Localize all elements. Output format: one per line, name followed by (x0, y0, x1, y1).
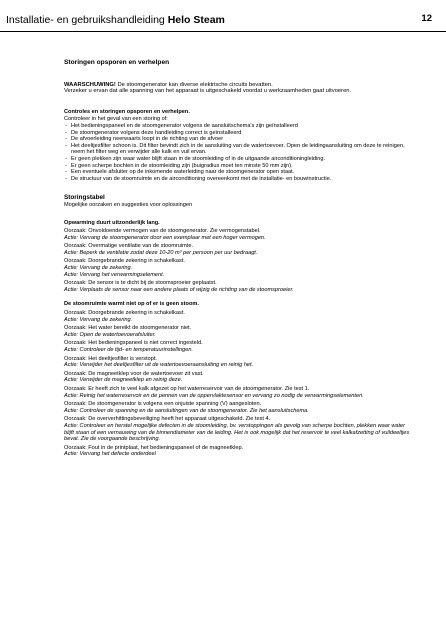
cause: Oorzaak: De oververhittingsbeveiliging heeft het apparaat uitgeschakeld. Zie test 4. (64, 416, 271, 423)
cause: Oorzaak: Het bedieningspaneel is niet correct ingesteld. (64, 340, 203, 347)
action: Actie: Vervang het defecte onderdeel (64, 451, 156, 458)
section-title: Storingen opsporen en verhelpen (64, 59, 170, 66)
header-rule (0, 31, 446, 32)
action: Actie: Open de watertoevoerafsluiter. (64, 331, 156, 338)
title-prefix: Installatie- en gebruikshandleiding (6, 14, 168, 26)
cause: Oorzaak: Doorgebrande zekering in schakelkast. (64, 310, 185, 317)
cause: Oorzaak: De sensor is te dicht bij de stoomsproeier geplaatst. (64, 280, 217, 287)
action: Actie: Controleer en herstel mogelijke defecten in de stoomleiding, bv. verstoppingen als gevolg van scherpe bochten, plekken waar water blijft staan of een vernauwing van de binnendiameter van de leiding. Het is ook mogelijk dat het reservoir te veel kalkafzetting of vuildeeltjes bevat. Zie de voorgaande beschrijving. (64, 422, 410, 443)
warning-text-2: Verzeker u ervan dat alle spanning van het apparaat is uitgeschakeld voordat u werkzaamheden gaat uitvoeren. (64, 88, 352, 95)
cause-action (64, 325, 416, 338)
action: Actie: Verplaats de sensor naar een andere plaats of wijzig de richting van de stoomsproeier. (64, 286, 294, 293)
problem-heading: Opwarming duurt uitzonderlijk lang. (64, 219, 160, 226)
cause: Oorzaak: De magneetklep voor de watertoevoer zit vast. (64, 370, 204, 377)
troubleshooting-title: Storingstabel (64, 194, 105, 202)
action: Actie: Verwijder het deeltjesfilter uit de watertoevoeraansluiting en reinig het. (64, 362, 254, 369)
cause-action (64, 386, 416, 399)
troubleshooting-subtitle: Mogelijke oorzaken en suggesties voor oplossingen (64, 201, 193, 208)
checklist-item: - Het deeltjesfilter schoon is. Dit filter bevindt zich in de aansluiting van de watertoevoer. Open de leidingaansluiting om deze te reinigen, neem het filter weg en verwijder alle kalk en vuil ervan. (64, 143, 416, 156)
checklist-item: - Er geen plekken zijn waar water blijft staan in de stoomleiding of in de uitgaande airconditioningleiding. (64, 156, 416, 163)
cause-action (64, 416, 416, 442)
cause: Oorzaak: Doorgebrande zekering in schakelkast. (64, 258, 185, 265)
action: Actie: Beperk de ventilatie zodat deze 10-20 m³ per persoon per uur bedraagt. (64, 249, 258, 256)
checklist-item: - Het bedieningspaneel en de stoomgenerator volgens de aansluitschema's zijn geïnstalleerd (64, 123, 416, 130)
cause-action (64, 228, 416, 241)
warning-line (64, 82, 416, 89)
checklist-item: - De stoomgenerator volgens deze handleiding correct is geïnstalleerd (64, 130, 416, 137)
cause-action (64, 340, 416, 353)
checklist (64, 123, 416, 182)
cause-action (64, 356, 416, 369)
cause: Oorzaak: Het water bereikt de stoomgenerator niet. (64, 325, 192, 332)
warning-label: WAARSCHUWING! (64, 81, 116, 88)
checklist-item: - Een eventuele afsluiter op de inkomende waterleiding naar de stoomgenerator open staat. (64, 169, 416, 176)
title-product: Helo Steam (167, 14, 225, 26)
document-title (6, 14, 225, 26)
cause-action (64, 445, 416, 458)
action: Actie: Vervang het verwarmingselement. (64, 271, 165, 278)
controls-title: Controles en storingen opsporen en verhelpen. (64, 108, 190, 115)
warning-block (64, 82, 416, 95)
action: Actie: Vervang de zekering. (64, 316, 133, 323)
action: Actie: Reinig het waterreservoir en de pennen van de oppervlaktesensor en vervang zo nodig de verwarmingselementen. (64, 392, 364, 399)
checklist-item: - De structuur van de stoomruimte en de airconditioning overeenkomt met de installatie- en bouwinstructie. (64, 176, 416, 183)
page-content (64, 60, 416, 460)
cause-action (64, 310, 416, 323)
action: Actie: Vervang de stoomgenerator door een exemplaar met een hoger vermogen. (64, 234, 266, 241)
cause: Oorzaak: Overmatige ventilatie van de stoomruimte. (64, 243, 194, 250)
controls-intro: Controleer in het geval van een storing of: (64, 116, 168, 123)
page-header (0, 0, 446, 38)
cause-action (64, 243, 416, 256)
warning-text: De stoomgenerator kan diverse elektrische circuits bevatten. (115, 81, 273, 88)
cause: Oorzaak: Het deeltjesfilter is verstopt. (64, 355, 157, 362)
cause: Oorzaak: Onvoldoende vermogen van de stoomgenerator. Zie vermogenstabel. (64, 228, 261, 235)
cause: Oorzaak: Er heeft zich te veel kalk afgezet op het waterreservoir van de stoomgenerator. Zie test 1. (64, 385, 310, 392)
action: Actie: Controleer de spanning en de aansluitingen van de stoomgenerator. Zie het aansluitschema. (64, 407, 309, 414)
cause: Oorzaak: De stoomgenerator is volgens een onjuiste spanning (V) aangesloten. (64, 401, 262, 408)
cause-action (64, 258, 416, 278)
action: Actie: Vervang de zekering. (64, 265, 133, 272)
action: Actie: Verwijder de magneetklep en reinig deze. (64, 377, 183, 384)
cause-action (64, 401, 416, 414)
cause-action (64, 371, 416, 384)
checklist-item: - Er geen scherpe bochten in de stoomleiding zijn (buigradius moet ten minste 50 mm zijn). (64, 163, 416, 170)
cause-action (64, 280, 416, 293)
action: Actie: Controleer de tijd- en temperatuurinstellingen. (64, 347, 194, 353)
page-number: 12 (421, 13, 432, 24)
cause: Oorzaak: Fout in de printplaat, het bedieningspaneel of de magneetklep. (64, 444, 244, 451)
problem-heading: De stoomruimte warmt niet op of er is geen stoom. (64, 301, 199, 308)
checklist-item: - De afvoerleiding neerwaarts loopt in de richting van de afvoer (64, 136, 416, 143)
